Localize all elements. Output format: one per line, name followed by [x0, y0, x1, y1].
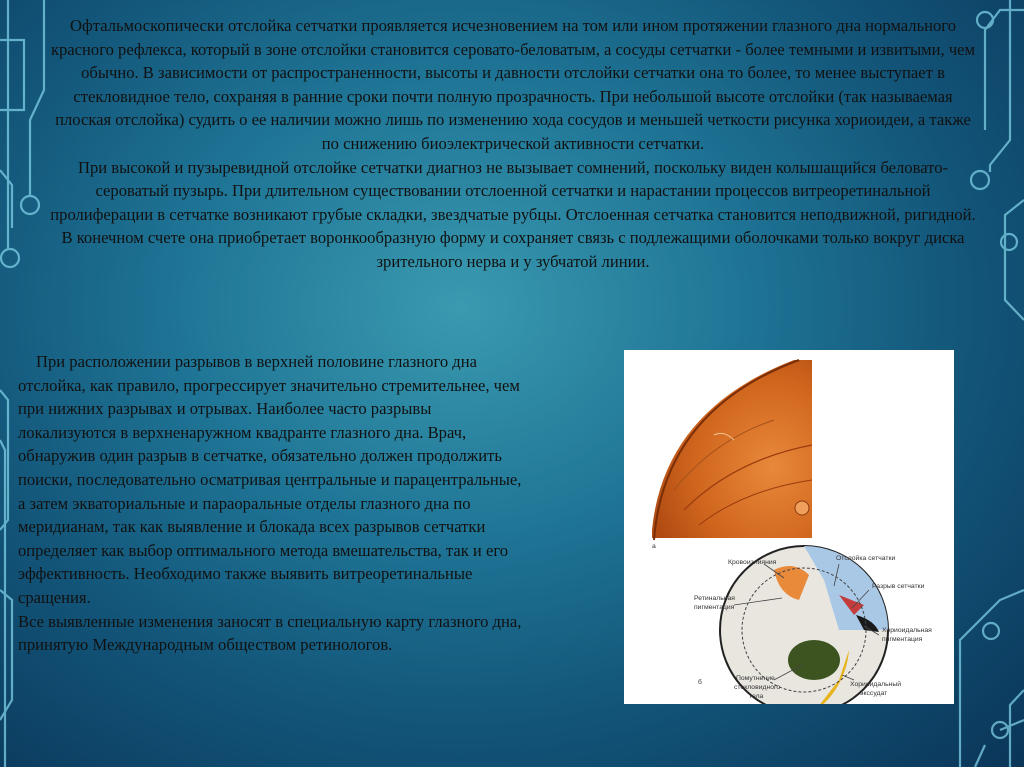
paragraph-fundus-map: Все выявленные изменения заносят в специальную карту глазного дна, принятую Международным обществом ретинологов.	[18, 611, 522, 655]
retina-figure	[624, 350, 954, 704]
label-tear: Разрыв сетчатки	[872, 583, 925, 590]
left-text-block	[18, 350, 532, 657]
top-text-block	[48, 14, 978, 274]
paragraph-bullous-detachment: При высокой и пузыревидной отслойке сетчатки диагноз не вызывает сомнений, поскольку виден колышащийся беловато-сероватый пузырь. При длительном существовании отслоенной сетчатки и нарастании процессов витреоретинальной пролиферации в сетчатке возникают грубые складки, звездчатые рубцы. Отслоенная сетчатка становится неподвижной, ригидной. В конечном счете она приобретает воронкообразную форму и сохраняет связь с подлежащими оболочками только вокруг диска зрительного нерва и у зубчатой линии.	[50, 157, 976, 271]
panel-b-label: б	[698, 679, 702, 686]
label-choroidal-pigment-2: пигментация	[882, 636, 923, 643]
label-exudate-2: экссудат	[860, 690, 888, 697]
label-hemorrhages: Кровоизлияния	[728, 559, 777, 566]
paragraph-ophthalmoscopy: Офтальмоскопически отслойка сетчатки проявляется исчезновением на том или ином протяжении глазного дна нормального красного рефлекса, который в зоне отслойки становится серовато-беловатым, а сосуды сетчатки - более темными и извитыми, чем обычно. В зависимости от распространенности, высоты и давности отслойки сетчатки она то более, то менее выступает в стекловидное тело, сохраняя в ранние сроки почти полную прозрачность. При небольшой высоте отслойки (так называемая плоская отслойка) судить о ее наличии можно лишь по изменению хода сосудов и меньшей четкости рисунка хориоидеи, а также по снижению биоэлектрической активности сетчатки.	[50, 16, 976, 153]
label-vitreous-1: Помутнение	[736, 675, 775, 682]
panel-a-label: а	[652, 543, 656, 550]
label-exudate-1: Хориоидальный	[850, 681, 902, 688]
label-retinal-pigment-1: Ретинальная	[694, 595, 735, 602]
label-detachment: Отслойка сетчатки	[836, 555, 896, 562]
label-vitreous-2: стекловидного	[734, 684, 781, 691]
retina-illustration	[624, 350, 954, 704]
label-vitreous-3: тела	[749, 693, 764, 700]
label-choroidal-pigment-1: Хориоидальная	[882, 627, 932, 634]
paragraph-retinal-tears: При расположении разрывов в верхней половине глазного дна отслойка, как правило, прогрессирует значительно стремительнее, чем при нижних разрывах и отрывах. Наиболее часто разрывы локализуются в верхненаружном квадранте глазного дна. Врач, обнаружив один разрыв в сетчатке, обязательно должен продолжить поиски, последовательно осматривая центральные и парацентральные, а затем экваториальные и параоральные отделы глазного дна по меридианам, так как выявление и блокада всех разрывов сетчатки определяет как выбор оптимального метода вмешательства, так и его эффективность. Необходимо также выявить витреоретинальные сращения.	[18, 352, 522, 607]
fundus-photo	[652, 360, 812, 540]
label-retinal-pigment-2: пигментация	[694, 604, 735, 611]
